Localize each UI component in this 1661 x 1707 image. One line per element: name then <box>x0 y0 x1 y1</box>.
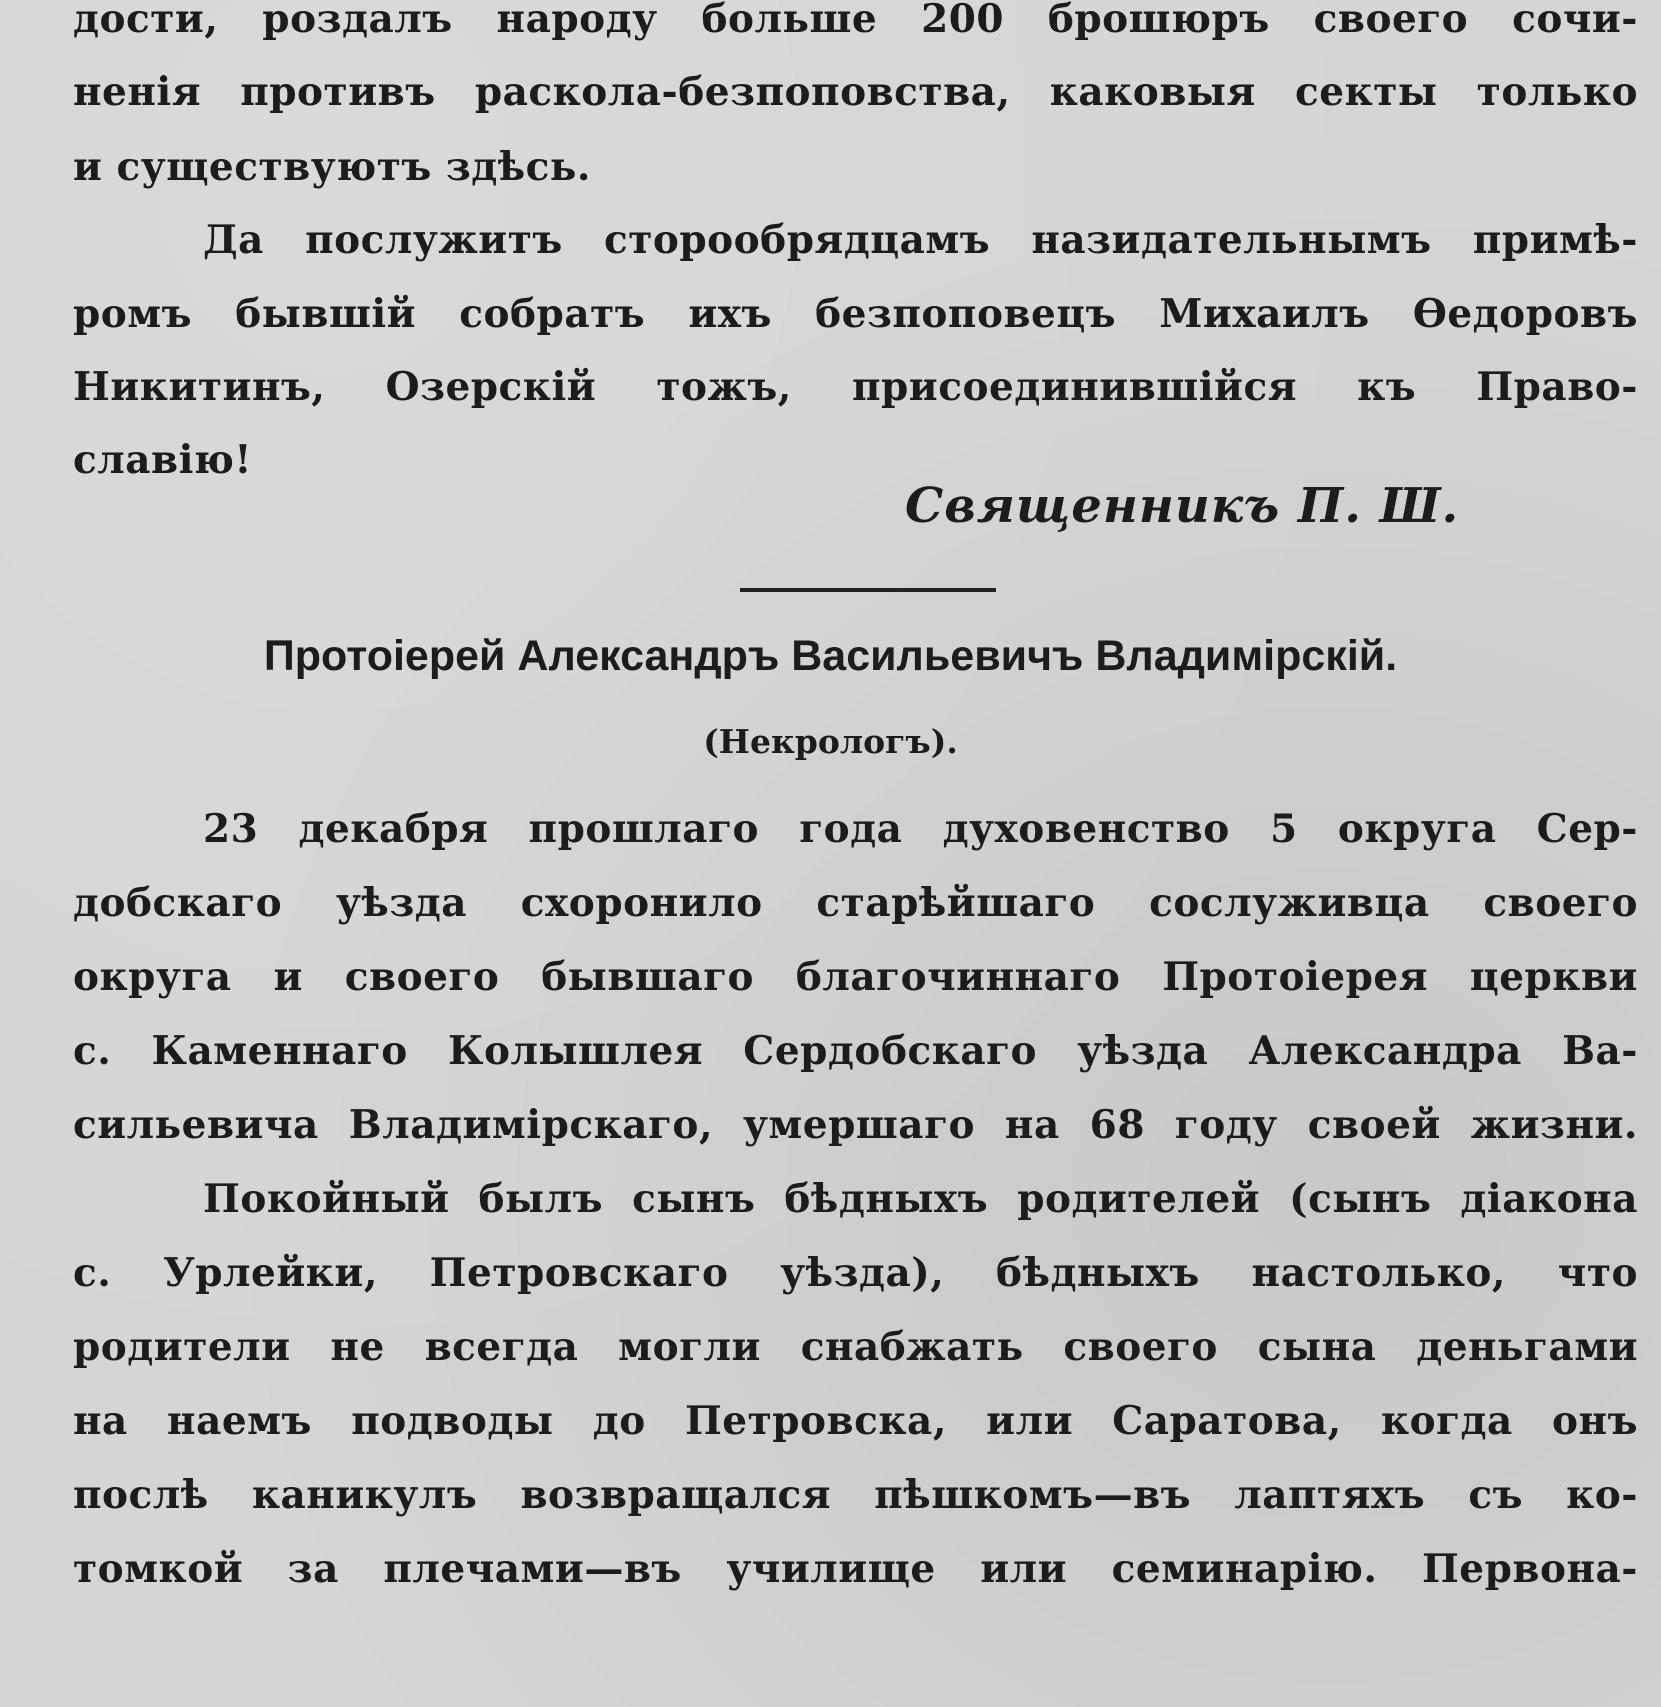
text-line: послѣ каникулъ возвращался пѣшкомъ—въ лаптяхъ съ ко- <box>73 1472 1638 1518</box>
article-title: Протоіерей Александръ Васильевичъ Владимірскій. <box>263 632 1398 680</box>
text-line: и существуютъ здѣсь. <box>73 144 591 190</box>
text-line: 23 декабря прошлаго года духовенство 5 округа Сер- <box>203 806 1638 852</box>
text-line: на наемъ подводы до Петровска, или Саратова, когда онъ <box>73 1398 1638 1444</box>
text-line: родители не всегда могли снабжать своего сына деньгами <box>73 1324 1638 1370</box>
text-line: с. Каменнаго Колышлея Сердобскаго уѣзда Александра Ва- <box>73 1028 1638 1074</box>
text-line: добскаго уѣзда схоронило старѣйшаго сослуживца своего <box>73 880 1638 926</box>
text-line: с. Урлейки, Петровскаго уѣзда), бѣдныхъ настолько, что <box>73 1250 1638 1296</box>
text-line: дости, роздалъ народу больше 200 брошюръ своего сочи- <box>73 0 1638 42</box>
text-line: Покойный былъ сынъ бѣдныхъ родителей (сынъ діакона <box>203 1176 1638 1222</box>
text-line: ненія противъ раскола-безпоповства, каковыя секты только <box>73 69 1638 115</box>
text-line: Никитинъ, Озерскій тожъ, присоединившійся къ Право- <box>73 364 1638 410</box>
text-line: округа и своего бывшаго благочиннаго Протоіерея церкви <box>73 954 1638 1000</box>
section-divider <box>740 588 996 592</box>
text-line: Да послужитъ сторообрядцамъ назидательнымъ примѣ- <box>203 217 1638 263</box>
signature: Священникъ П. Ш. <box>905 478 1460 534</box>
text-line: томкой за плечами—въ училище или семинарію. Первона- <box>73 1546 1638 1592</box>
text-line: славію! <box>73 437 253 483</box>
article-subtitle: (Некрологъ). <box>703 722 958 761</box>
text-line: сильевича Владимірскаго, умершаго на 68 году своей жизни. <box>73 1102 1638 1148</box>
text-line: ромъ бывшій собратъ ихъ безпоповецъ Михаилъ Ѳедоровъ <box>73 291 1638 337</box>
